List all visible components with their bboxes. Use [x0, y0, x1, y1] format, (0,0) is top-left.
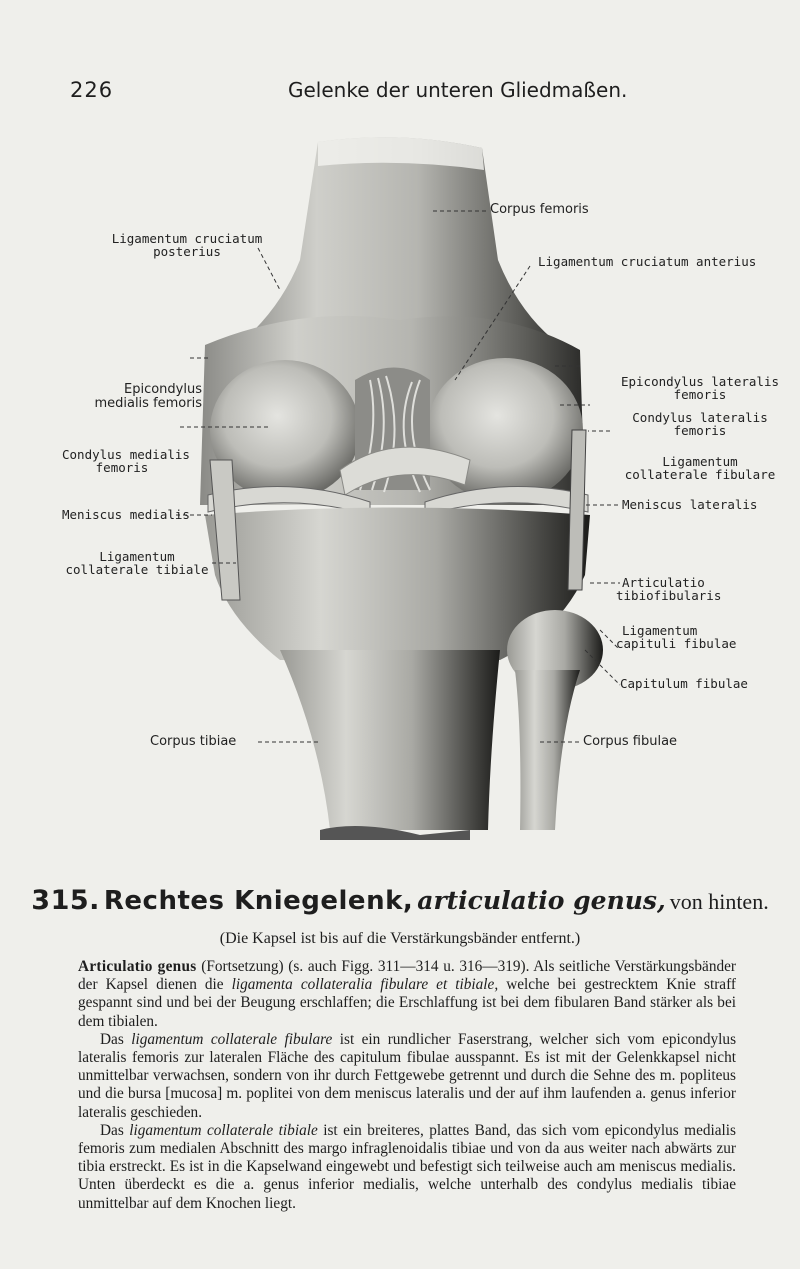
label-condylus-lateralis-1: Condylus lateralis: [632, 410, 768, 425]
label-condylus-medialis-1: Condylus medialis: [62, 447, 190, 462]
label-meniscus-lateralis: Meniscus lateralis: [622, 497, 758, 512]
label-condylus-medialis-2: femoris: [95, 460, 149, 475]
fibula-shaft: [515, 670, 580, 830]
paragraph-1-heading: Articulatio genus: [78, 958, 197, 975]
paragraph-3-text-b: ist ein breiteres, plattes Band, das sich vom epicondylus medialis femoris zum medialen Abschnitt des margo infraglenoidalis tibiae und von da aus weiter nach abwärts zur tibia erstreckt. Es ist in die Kapselwand eingewebt und befestigt sich teilweise auch am meniscus medialis. Unten überdeckt es die a. genus inferior medialis, welche unterhalb des condylus medialis tibiae unmittelbar auf dem Knochen liegt.: [78, 1121, 736, 1212]
paragraph-3-term: ligamentum collaterale tibiale: [129, 1121, 318, 1139]
label-epicondylus-medialis-2: medialis femoris: [94, 396, 202, 411]
label-epicondylus-lateralis-1: Epicondylus lateralis: [620, 374, 780, 389]
paragraph-2: [78, 1031, 736, 1122]
label-lig-cruciatum-ant: Ligamentum cruciatum anterius: [538, 254, 757, 269]
label-articulatio-2: tibiofibularis: [616, 588, 722, 603]
page-header: [0, 78, 800, 108]
caption-number: 315.: [31, 885, 100, 916]
caption-tail: von hinten.: [669, 889, 769, 914]
label-lig-capituli-1: Ligamentum: [622, 623, 698, 638]
label-epicondylus-lateralis-2: femoris: [673, 387, 727, 402]
label-epicondylus-medialis-1: Epicondylus: [124, 382, 202, 397]
paragraph-1: [78, 958, 736, 1031]
label-lig-coll-fibulare-1: Ligamentum: [662, 454, 738, 469]
tibia-shaft: [280, 650, 500, 830]
label-corpus-femoris: Corpus femoris: [490, 202, 589, 217]
label-articulatio-1: Articulatio: [622, 575, 705, 590]
label-lig-cruciatum-post-2: posterius: [153, 244, 221, 259]
page-number: 226: [70, 78, 114, 102]
label-lig-coll-tibiale-2: collaterale tibiale: [65, 562, 209, 577]
label-lig-coll-tibiale-1: Ligamentum: [99, 549, 175, 564]
paragraph-3: [78, 1122, 736, 1213]
paragraph-1-text-b: welche bei gestrecktem Knie straff gespannt sind und bei der Beugung erschlaffen; die Erschlaffung ist bei dem fibularen Band stärker als bei dem tibialen.: [78, 976, 737, 1030]
caption-note: (Die Kapsel ist bis auf die Verstärkungsbänder entfernt.): [219, 930, 581, 947]
label-lig-coll-fibulare-2: collaterale fibulare: [624, 467, 776, 482]
knee-figure: [0, 130, 800, 850]
label-capitulum-fibulae: Capitulum fibulae: [620, 676, 748, 691]
paragraph-3-text-a: Das: [100, 1121, 124, 1139]
paragraph-1-term: ligamenta collateralia fibulare et tibiale,: [231, 976, 499, 994]
caption-latin: articulatio genus,: [417, 886, 666, 915]
label-lig-capituli-2: capituli fibulae: [616, 636, 737, 651]
figure-caption: [0, 885, 800, 916]
paragraph-2-text-b: ist ein rundlicher Faserstrang, welcher sich vom epicondylus lateralis femoris zur lateralen Fläche des capitulum fibulae ausspannt. Es ist mit der Gelenkkapsel nicht unmittelbar verwachsen, sondern von ihr durch Fettgewebe getrennt und durch die Sehne des m. popliteus und die bursa [mucosa] m. poplitei von dem meniscus lateralis und der auf ihm laufenden a. genus inferior lateralis geschieden.: [78, 1030, 737, 1121]
caption-title: Rechtes Kniegelenk,: [103, 886, 414, 916]
paragraph-1-text-a: (Fortsetzung) (s. auch Figg. 311—314 u. 316—319). Als seitliche Verstärkungsbänder der Kapsel dienen die: [78, 958, 737, 994]
label-corpus-tibiae: Corpus tibiae: [150, 734, 237, 749]
label-corpus-fibulae: Corpus fibulae: [583, 734, 678, 749]
label-condylus-lateralis-2: femoris: [673, 423, 727, 438]
label-lig-cruciatum-post-1: Ligamentum cruciatum: [111, 231, 263, 246]
paragraph-2-text-a: Das: [100, 1030, 124, 1048]
paragraph-2-term: ligamentum collaterale fibulare: [131, 1030, 333, 1048]
running-title: Gelenke der unteren Gliedmaßen.: [288, 78, 628, 102]
label-meniscus-medialis: Meniscus medialis: [62, 507, 190, 522]
body-text: [78, 958, 736, 1213]
